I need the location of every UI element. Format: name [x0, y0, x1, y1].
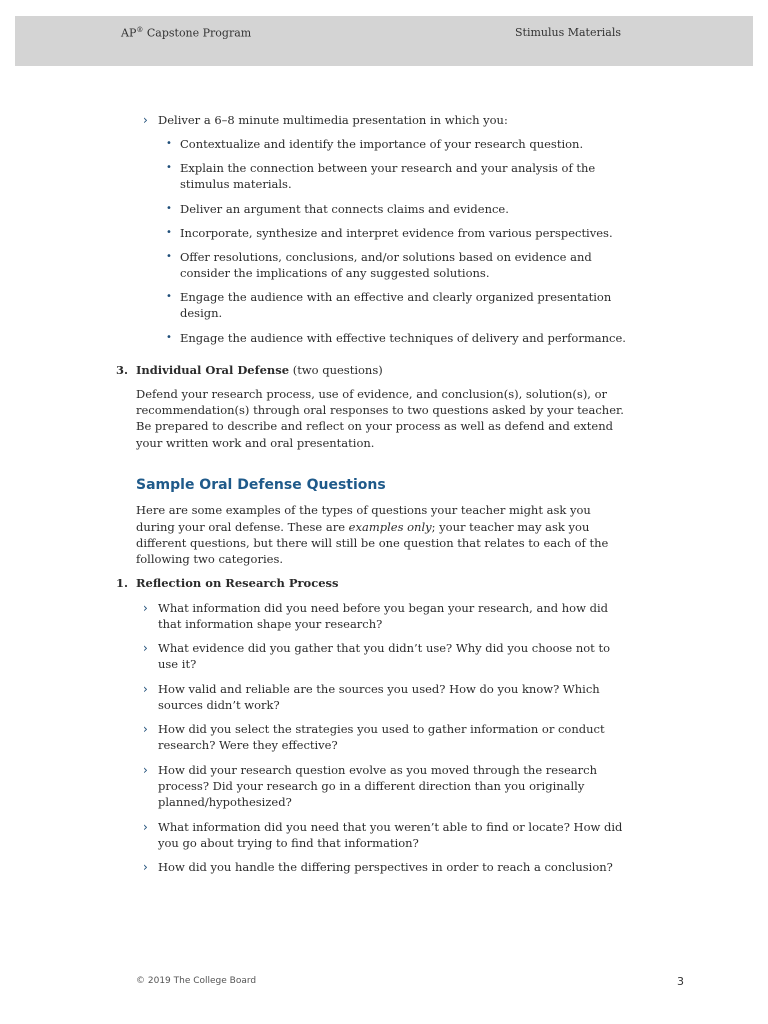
footer-copyright: © 2019 The College Board	[136, 976, 257, 986]
question-item-cont: research? Were they effective?	[158, 738, 338, 752]
reflection-title: Reflection on Research Process	[136, 576, 339, 590]
chevron-right-icon: ›	[143, 860, 148, 874]
oral-defense-body: your written work and oral presentation.	[136, 436, 375, 450]
chevron-right-icon: ›	[143, 601, 148, 615]
sample-intro: during your oral defense. These are examples only; your teacher may ask you	[136, 520, 590, 534]
sample-intro: different questions, but there will still be one question that relates to each of the	[136, 536, 609, 550]
page-header	[15, 16, 753, 66]
bullet-icon: •	[166, 203, 172, 214]
oral-defense-body: Be prepared to describe and reflect on your process as well as defend and extend	[136, 419, 613, 433]
presentation-bullet: Incorporate, synthesize and interpret evidence from various perspectives.	[180, 226, 613, 240]
page-number: 3	[677, 975, 684, 988]
chevron-right-icon: ›	[143, 113, 148, 127]
header-section: Stimulus Materials	[515, 26, 621, 39]
oral-defense-body: recommendation(s) through oral responses to two questions asked by your teacher.	[136, 403, 624, 417]
presentation-bullet: Offer resolutions, conclusions, and/or solutions based on evidence and	[180, 250, 592, 264]
presentation-bullet: Deliver an argument that connects claims and evidence.	[180, 202, 509, 216]
presentation-bullet: Engage the audience with an effective and clearly organized presentation	[180, 290, 612, 304]
question-item: How did you handle the differing perspectives in order to reach a conclusion?	[158, 860, 613, 874]
oral-defense-body: Defend your research process, use of evidence, and conclusion(s), solution(s), or	[136, 387, 608, 401]
bullet-icon: •	[166, 227, 172, 238]
presentation-bullet: Engage the audience with effective techniques of delivery and performance.	[180, 331, 626, 345]
question-item-cont: that information shape your research?	[158, 617, 383, 631]
section-number: 1.	[116, 576, 129, 590]
bullet-icon: •	[166, 138, 172, 149]
presentation-bullet-cont: consider the implications of any suggested solutions.	[180, 266, 490, 280]
question-item-cont: you go about trying to find that information?	[158, 836, 419, 850]
chevron-right-icon: ›	[143, 722, 148, 736]
presentation-intro: Deliver a 6–8 minute multimedia presentation in which you:	[158, 113, 508, 127]
chevron-right-icon: ›	[143, 820, 148, 834]
chevron-right-icon: ›	[143, 641, 148, 655]
sample-questions-heading: Sample Oral Defense Questions	[136, 477, 386, 493]
question-item-cont: process? Did your research go in a different direction than you originally	[158, 779, 585, 793]
chevron-right-icon: ›	[143, 682, 148, 696]
presentation-bullet: Contextualize and identify the importance of your research question.	[180, 137, 584, 151]
bullet-icon: •	[166, 162, 172, 173]
question-item: What information did you need before you began your research, and how did	[158, 601, 608, 615]
header-program: AP® Capstone Program	[121, 26, 252, 40]
sample-intro: Here are some examples of the types of questions your teacher might ask you	[136, 503, 591, 517]
question-item: What evidence did you gather that you didn’t use? Why did you choose not to	[158, 641, 611, 655]
presentation-bullet: Explain the connection between your research and your analysis of the	[180, 161, 596, 175]
chevron-right-icon: ›	[143, 763, 148, 777]
question-item: How did your research question evolve as you moved through the research	[158, 763, 597, 777]
section-number: 3.	[116, 363, 129, 377]
bullet-icon: •	[166, 251, 172, 262]
presentation-bullet-cont: stimulus materials.	[180, 177, 292, 191]
bullet-icon: •	[166, 291, 172, 302]
question-item: What information did you need that you weren’t able to find or locate? How did	[158, 820, 623, 834]
presentation-bullet-cont: design.	[180, 306, 223, 320]
bullet-icon: •	[166, 332, 172, 343]
sample-intro: following two categories.	[136, 552, 283, 566]
question-item-cont: use it?	[158, 657, 197, 671]
oral-defense-title: Individual Oral Defense (two questions)	[136, 363, 383, 377]
question-item-cont: sources didn’t work?	[158, 698, 280, 712]
question-item: How did you select the strategies you used to gather information or conduct	[158, 722, 605, 736]
question-item: How valid and reliable are the sources you used? How do you know? Which	[158, 682, 600, 696]
question-item-cont: planned/hypothesized?	[158, 795, 292, 809]
